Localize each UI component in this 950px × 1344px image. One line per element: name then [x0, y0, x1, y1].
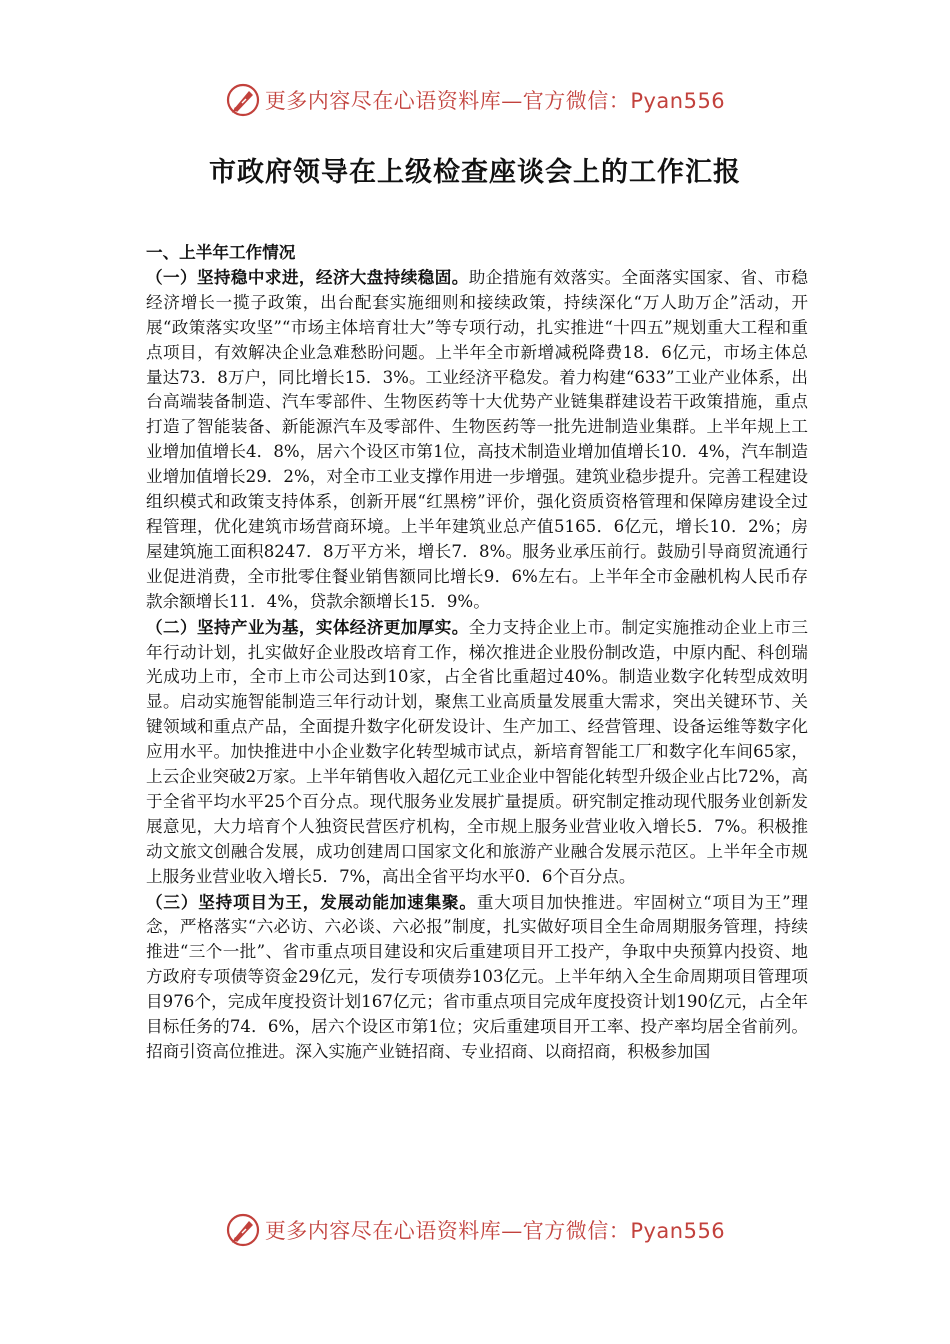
banner-text: 更多内容尽在心语资料库—官方微信：Pyan556: [264, 1219, 726, 1243]
paragraph-2: [146, 615, 808, 890]
banner-text: 更多内容尽在心语资料库—官方微信：Pyan556: [264, 89, 726, 113]
paragraph-text: 全力支持企业上市。制定实施推动企业上市三年行动计划，扎实做好企业股改培育工作，梯次推进企业股份制改造，中原内配、科创瑞光成功上市，全市上市公司达到10家，占全省比重超过40%。制造业数字化转型成效明显。启动实施智能制造三年行动计划，聚焦工业高质量发展重大需求，突出关键环节、关键领域和重点产品，全面提升数字化研发设计、生产加工、经营管理、设备运维等数字化应用水平。加快推进中小企业数字化转型城市试点，新培育智能工厂和数字化车间65家，上云企业突破2万家。上半年销售收入超亿元工业企业中智能化转型升级企业占比72%，高于全省平均水平25个百分点。现代服务业发展扩量提质。研究制定推动现代服务业创新发展意见，大力培育个人独资民营医疗机构，全市规上服务业营业收入增长5．7%。积极推动文旅文创融合发展，成功创建周口国家文化和旅游产业融合发展示范区。上半年全市规上服务业营业收入增长5．7%，高出全省平均水平0．6个百分点。: [146, 617, 808, 886]
paragraph-lead: （一）坚持稳中求进，经济大盘持续稳固。: [146, 266, 469, 287]
pen-nib-logo-icon: [225, 1212, 261, 1248]
pen-nib-logo-icon: [225, 82, 261, 118]
wechat-id: Pyan556: [630, 1219, 726, 1243]
header-watermark-banner: [0, 80, 950, 120]
paragraph-lead: （三）坚持项目为王，发展动能加速集聚。: [146, 891, 477, 912]
section-heading: 一、上半年工作情况: [146, 242, 296, 262]
document-body: [146, 240, 808, 1065]
paragraph-text: 重大项目加快推进。牢固树立“项目为王”理念，严格落实“六必访、六必谈、六必报”制度，扎实做好项目全生命周期服务管理，持续推进“三个一批”、省市重点项目建设和灾后重建项目开工投产，争取中央预算内投资、地方政府专项债等资金29亿元，发行专项债券103亿元。上半年纳入全生命周期项目管理项目976个，完成年度投资计划167亿元；省市重点项目完成年度投资计划190亿元，占全年目标任务的74．6%，居六个设区市第1位；灾后重建项目开工率、投产率均居全省前列。招商引资高位推进。深入实施产业链招商、专业招商、以商招商，积极参加国: [146, 892, 808, 1061]
document-title: 市政府领导在上级检查座谈会上的工作汇报: [209, 157, 741, 188]
paragraph-lead: （二）坚持产业为基，实体经济更加厚实。: [146, 616, 469, 637]
paragraph-text: 助企措施有效落实。全面落实国家、省、市稳经济增长一揽子政策，出台配套实施细则和接续政策，持续深化“万人助万企”活动，开展“政策落实攻坚”“市场主体培育壮大”等专项行动，扎实推进“十四五”规划重大工程和重点项目，有效解决企业急难愁盼问题。上半年全市新增减税降费18．6亿元，市场主体总量达73．8万户，同比增长15．3%。工业经济平稳发。着力构建“633”工业产业体系，出台高端装备制造、汽车零部件、生物医药等十大优势产业链集群建设若干政策措施，重点打造了智能装备、新能源汽车及零部件、生物医药等一批先进制造业集群。上半年规上工业增加值增长4．8%，居六个设区市第1位，高技术制造业增加值增长10．4%，汽车制造业增加值增长29．2%，对全市工业支撑作用进一步增强。建筑业稳步提升。完善工程建设组织模式和政策支持体系，创新开展“红黑榜”评价，强化资质资格管理和保障房建设全过程管理，优化建筑市场营商环境。上半年建筑业总产值5165．6亿元，增长10．2%；房屋建筑施工面积8247．8万平方米，增长7．8%。服务业承压前行。鼓励引导商贸流通行业促进消费，全市批零住餐业销售额同比增长9．6%左右。上半年全市金融机构人民币存款余额增长11．4%，贷款余额增长15．9%。: [146, 267, 808, 611]
footer-watermark-banner: [0, 1210, 950, 1250]
wechat-id: Pyan556: [630, 89, 726, 113]
paragraph-3: [146, 890, 808, 1065]
paragraph-1: [146, 265, 808, 615]
